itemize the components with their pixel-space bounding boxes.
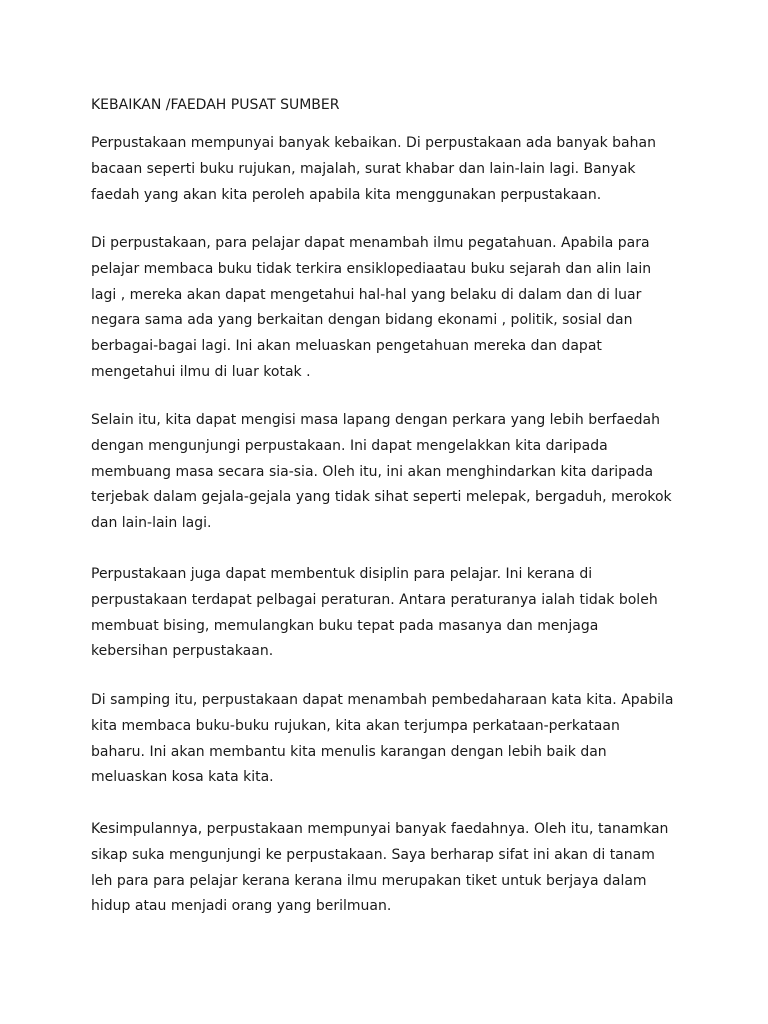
paragraph-conclusion: [91, 817, 731, 920]
text-line: Kesimpulannya, perpustakaan mempunyai banyak faedahnya. Oleh itu, tanamkan: [91, 821, 669, 837]
text-line: Selain itu, kita dapat mengisi masa lapang dengan perkara yang lebih berfaedah: [91, 412, 660, 428]
text-line: pelajar membaca buku tidak terkira ensiklopediaatau buku sejarah dan alin lain: [91, 260, 652, 277]
text-line: Di perpustakaan, para pelajar dapat menambah ilmu pegatahuan. Apabila para: [91, 235, 650, 251]
text-line: Perpustakaan juga dapat membentuk disiplin para pelajar. Ini kerana di: [91, 566, 593, 582]
text-line: membuat bising, memulangkan buku tepat pada masanya dan menjaga: [91, 617, 599, 634]
text-line: dan lain-lain lagi.: [91, 515, 212, 532]
text-line: membuang masa secara sia-sia. Oleh itu, ini akan menghindarkan kita daripada: [91, 463, 654, 480]
text-line: berbagai-bagai lagi. Ini akan meluaskan pengetahuan mereka dan dapat: [91, 338, 602, 355]
text-line: leh para para pelajar kerana kerana ilmu merupakan tiket untuk berjaya dalam: [91, 872, 647, 889]
text-line: baharu. Ini akan membantu kita menulis karangan dengan lebih baik dan: [91, 743, 607, 760]
paragraph-leisure: [91, 408, 731, 537]
text-line: hidup atau menjadi orang yang berilmuan.: [91, 898, 392, 915]
text-line: Perpustakaan mempunyai banyak kebaikan. Di perpustakaan ada banyak bahan: [91, 135, 656, 151]
text-line: faedah yang akan kita peroleh apabila kita menggunakan perpustakaan.: [91, 186, 602, 203]
text-line: Di samping itu, perpustakaan dapat menambah pembedaharaan kata kita. Apabila: [91, 692, 674, 708]
text-line: kita membaca buku-buku rujukan, kita akan terjumpa perkataan-perkataan: [91, 717, 620, 734]
text-line: dengan mengunjungi perpustakaan. Ini dapat mengelakkan kita daripada: [91, 437, 608, 454]
text-line: lagi , mereka akan dapat mengetahui hal-hal yang belaku di dalam dan di luar: [91, 286, 642, 303]
document-title: KEBAIKAN /FAEDAH PUSAT SUMBER: [91, 97, 340, 113]
text-line: bacaan seperti buku rujukan, majalah, surat khabar dan lain-lain lagi. Banyak: [91, 160, 636, 177]
paragraph-vocabulary: [91, 688, 731, 791]
paragraph-discipline: [91, 562, 731, 665]
paragraph-intro: [91, 131, 731, 208]
text-line: negara sama ada yang berkaitan dengan bidang ekonami , politik, sosial dan: [91, 312, 633, 329]
text-line: mengetahui ilmu di luar kotak .: [91, 363, 311, 380]
paragraph-knowledge: [91, 231, 731, 386]
text-line: perpustakaan terdapat pelbagai peraturan. Antara peraturanya ialah tidak boleh: [91, 591, 658, 608]
text-line: terjebak dalam gejala-gejala yang tidak sihat seperti melepak, bergaduh, merokok: [91, 489, 672, 506]
text-line: meluaskan kosa kata kita.: [91, 769, 274, 786]
text-line: kebersihan perpustakaan.: [91, 643, 274, 660]
text-line: sikap suka mengunjungi ke perpustakaan. Saya berharap sifat ini akan di tanam: [91, 846, 655, 863]
